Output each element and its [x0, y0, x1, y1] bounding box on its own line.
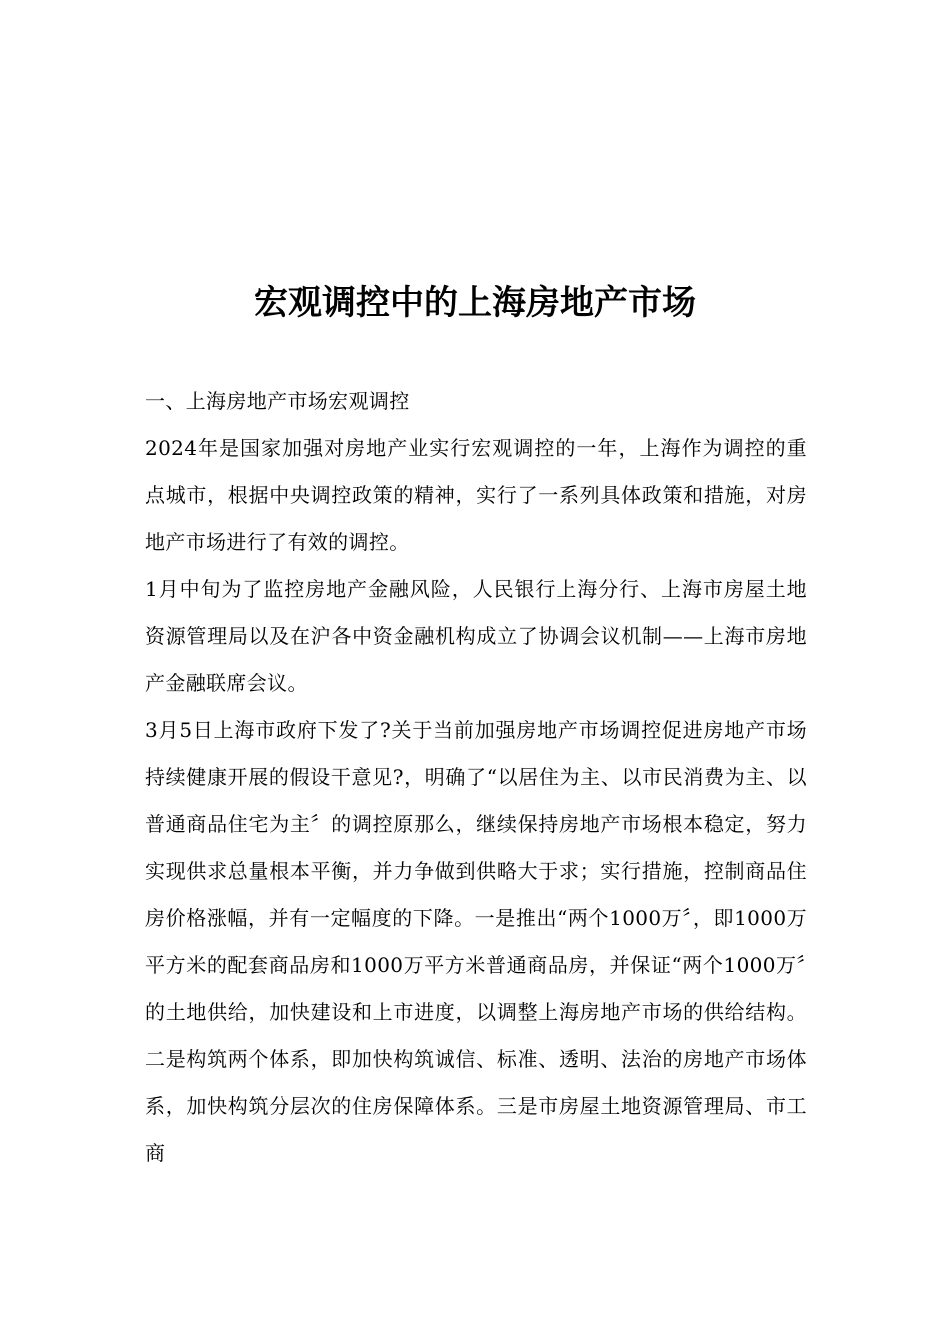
section-heading: 一、上海房地产市场宏观调控 — [145, 389, 410, 413]
document-body — [145, 378, 807, 1177]
paragraph-3: 3月5日上海市政府下发了?关于当前加强房地产市场调控促进房地产市场持续健康开展的假设干意见?，明确了“以居住为主、以市民消费为主、以普通商品住宅为主〞的调控原那么，继续保持房地产市场根本稳定，努力实现供求总量根本平衡，并力争做到供略大于求；实行措施，控制商品住房价格涨幅，并有一定幅度的下降。一是推出“两个1000万〞，即1000万平方米的配套商品房和1000万平方米普通商品房，并保证“两个1000万〞的土地供给，加快建设和上市进度，以调整上海房地产市场的供给结构。二是构筑两个体系，即加快构筑诚信、标准、透明、法治的房地产市场体系，加快构筑分层次的住房保障体系。三是市房屋土地资源管理局、市工商 — [145, 718, 807, 1165]
paragraph-2: 1月中旬为了监控房地产金融风险，人民银行上海分行、上海市房屋土地资源管理局以及在沪各中资金融机构成立了协调会议机制——上海市房地产金融联席会议。 — [145, 577, 807, 695]
document-title: 宏观调控中的上海房地产市场 — [254, 283, 696, 323]
paragraph-1: 2024年是国家加强对房地产业实行宏观调控的一年，上海作为调控的重点城市，根据中央调控政策的精神，实行了一系列具体政策和措施，对房地产市场进行了有效的调控。 — [145, 436, 807, 554]
